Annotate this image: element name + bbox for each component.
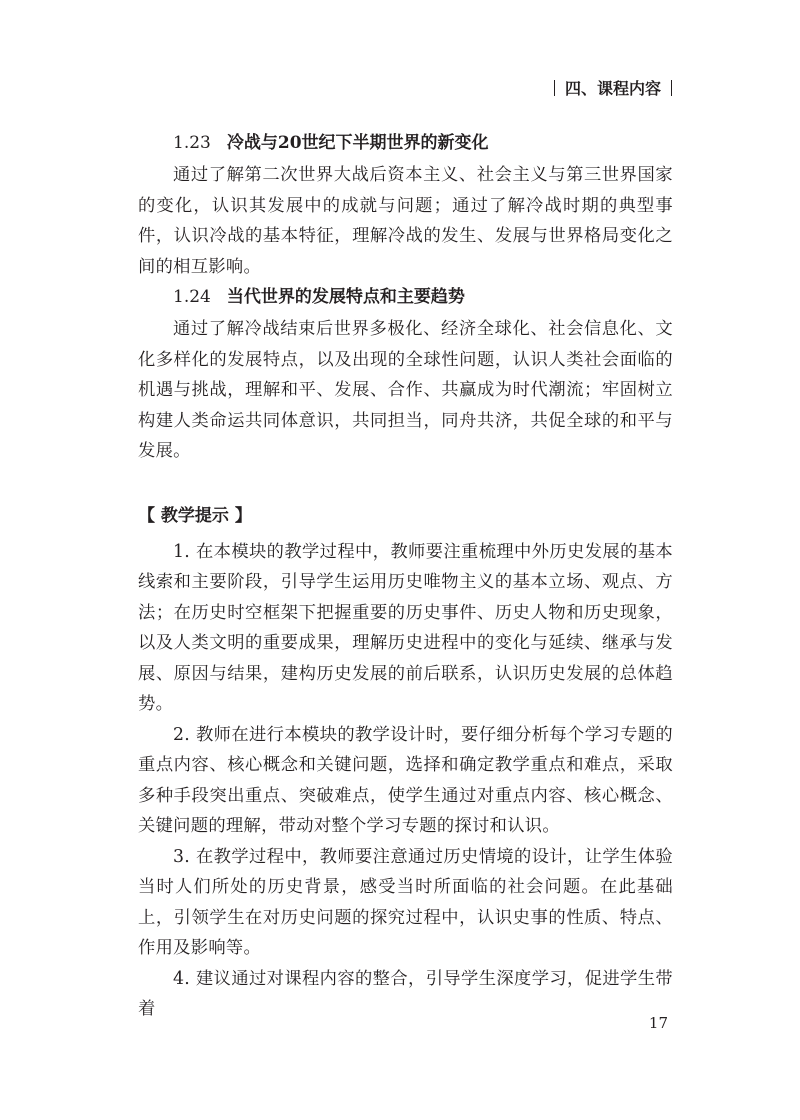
- section-title: 冷战与20世纪下半期世界的新变化: [226, 133, 489, 153]
- section-paragraph: 通过了解第二次世界大战后资本主义、社会主义与第三世界国家的变化，认识其发展中的成就与问题；通过了解冷战时期的典型事件，认识冷战的基本特征，理解冷战的发生、发展与世界格局变化之间的相互影响。: [138, 165, 673, 277]
- hint-paragraph: 3. 在教学过程中，教师要注意通过历史情境的设计，让学生体验当时人们所处的历史背景，感受当时所面临的社会问题。在此基础上，引领学生在对历史问题的探究过程中，认识史事的性质、特点、作用及影响等。: [138, 846, 673, 958]
- hint-paragraph: 4. 建议通过对课程内容的整合，引导学生深度学习，促进学生带着: [138, 968, 673, 1019]
- section-paragraph: 通过了解冷战结束后世界多极化、经济全球化、社会信息化、文化多样化的发展特点，以及出现的全球性问题，认识人类社会面临的机遇与挑战，理解和平、发展、合作、共赢成为时代潮流；牢固树立构建人类命运共同体意识，共同担当，同舟共济，共促全球的和平与发展。: [138, 319, 673, 461]
- page-number: 17: [648, 1014, 668, 1032]
- header-divider-left: [554, 80, 555, 96]
- hint-paragraph: 2. 教师在进行本模块的教学设计时，要仔细分析每个学习专题的重点内容、核心概念和关键问题，选择和确定教学重点和难点，采取多种手段突出重点、突破难点，使学生通过对重点内容、核心概念、关键问题的理解，带动对整个学习专题的探讨和认识。: [138, 724, 673, 836]
- section-heading: [138, 128, 673, 158]
- running-header: [544, 76, 682, 99]
- hint-paragraph: 1. 在本模块的教学过程中，教师要注重梳理中外历史发展的基本线索和主要阶段，引导学生运用历史唯物主义的基本立场、观点、方法；在历史时空框架下把握重要的历史事件、历史人物和历史现象，以及人类文明的重要成果，理解历史进程中的变化与延续、继承与发展、原因与结果，建构历史发展的前后联系，认识历史发展的总体趋势。: [138, 541, 673, 714]
- header-title: 四、课程内容: [564, 79, 661, 98]
- section-number: 1.23: [173, 133, 211, 153]
- page-body: [138, 128, 673, 1025]
- teaching-hints-heading: 【 教学提示 】: [138, 505, 252, 526]
- header-divider-right: [671, 80, 672, 96]
- spacer: [138, 467, 673, 497]
- section-number: 1.24: [173, 287, 211, 307]
- section-heading: [138, 282, 673, 312]
- section-title: 当代世界的发展特点和主要趋势: [226, 287, 465, 307]
